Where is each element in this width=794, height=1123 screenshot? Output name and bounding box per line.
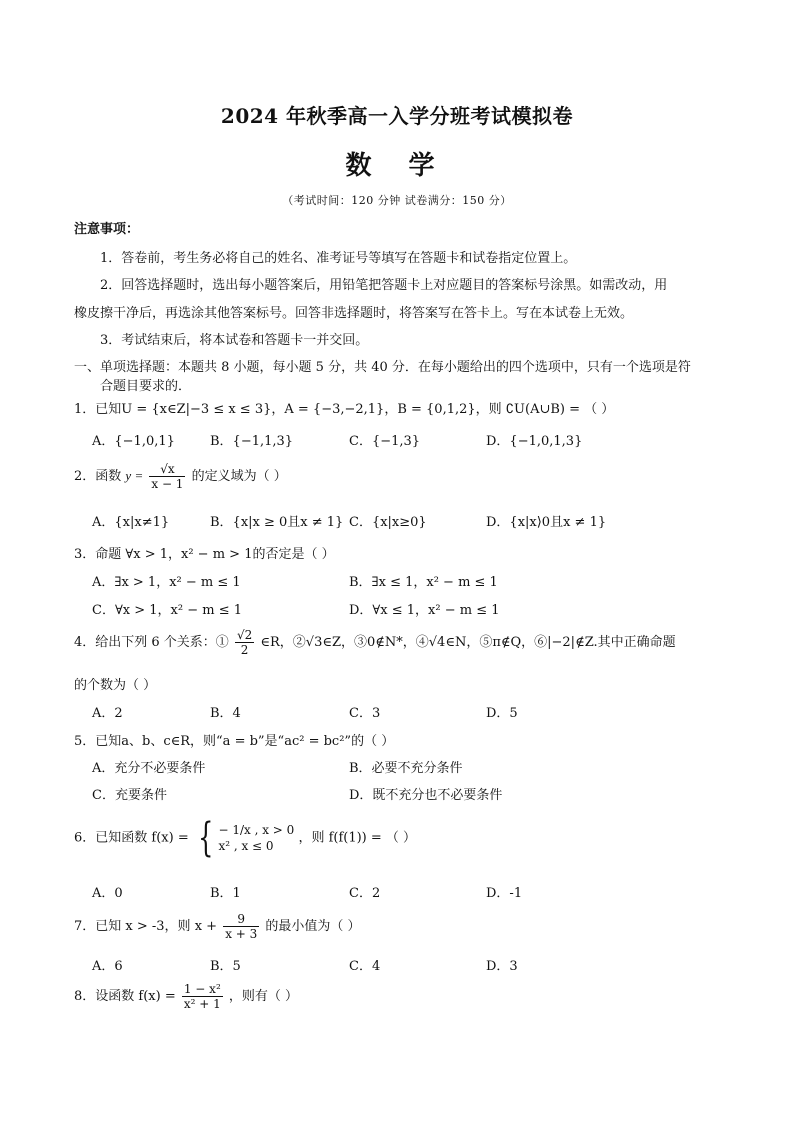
- question-7-option-d: D．3: [486, 959, 518, 974]
- notice-item-2: 2．回答选择题时，选出每小题答案后，用铅笔把答题卡上对应题目的答案标号涂黑。如需改动，用: [100, 278, 668, 293]
- question-6-option-c: C．2: [349, 886, 381, 901]
- question-1-option-a: A．{−1,0,1}: [92, 434, 175, 449]
- question-2-y: y =: [125, 468, 144, 483]
- question-7-option-c: C．4: [349, 959, 381, 974]
- question-4-option-d: D．5: [486, 706, 518, 721]
- question-7-stem-pre: 7．已知 x > -3，则 x +: [74, 919, 218, 934]
- question-5-option-b: B．必要不充分条件: [349, 761, 463, 776]
- question-6-option-b: B．1: [210, 886, 241, 901]
- question-7-stem-post: 的最小值为（ ）: [265, 919, 361, 934]
- section-heading-cont: 合题目要求的．: [100, 379, 192, 394]
- notice-item-1: 1．答卷前，考生务必将自己的姓名、准考证号等填写在答题卡和试卷指定位置上。: [100, 251, 577, 266]
- question-5-option-a: A．充分不必要条件: [92, 761, 206, 776]
- question-2-option-d: D．{x|x⟩0且x ≠ 1}: [486, 515, 607, 530]
- question-4-stem-cont: 的个数为（ ）: [74, 678, 157, 693]
- question-8-fraction: [182, 982, 223, 1011]
- question-6-case-1: − 1/x , x > 0: [218, 823, 295, 837]
- section-heading: 一、单项选择题：本题共 8 小题，每小题 5 分，共 40 分．在每小题给出的四个选项中，只有一个选项是符: [74, 360, 691, 375]
- question-6-piecewise: [218, 822, 294, 854]
- question-2-stem-pre: 2．函数: [74, 469, 122, 484]
- question-1-option-d: D．{−1,0,1,3}: [486, 434, 583, 449]
- question-7-denominator: x + 3: [225, 927, 258, 941]
- question-8-stem-pre: 8．设函数 f(x) =: [74, 989, 176, 1004]
- question-7-numerator: 9: [223, 912, 259, 927]
- question-6-case-2: x² , x ≤ 0: [218, 839, 274, 853]
- question-8-stem-post: ，则有（ ）: [228, 989, 299, 1004]
- question-5-option-c: C．充要条件: [92, 788, 167, 803]
- question-2-option-c: C．{x|x≥0}: [349, 515, 427, 530]
- question-1-option-c: C．{−1,3}: [349, 434, 421, 449]
- question-8-stem: [74, 982, 298, 1011]
- question-1-stem: 1．已知U = {x∈Z|−3 ≤ x ≤ 3}，A = {−3,−2,1}，B = {0,1,2}，则 ∁U(A∪B) = （ ）: [74, 402, 615, 417]
- question-3-option-d: D．∀x ≤ 1，x² − m ≤ 1: [349, 603, 500, 618]
- question-5-option-d: D．既不充分也不必要条件: [349, 788, 503, 803]
- question-7-stem: [74, 912, 361, 941]
- question-7-option-b: B．5: [210, 959, 241, 974]
- exam-title: 2024 年秋季高一入学分班考试模拟卷: [220, 104, 574, 128]
- question-6-stem-pre: 6．已知函数 f(x) =: [74, 830, 189, 846]
- question-7-option-a: A．6: [92, 959, 123, 974]
- question-4-option-a: A．2: [92, 706, 123, 721]
- notice-title: 注意事项：: [74, 222, 140, 237]
- question-2-stem: [74, 462, 287, 491]
- subject-title: 数 学: [345, 151, 449, 181]
- question-2-stem-post: 的定义域为（ ）: [191, 469, 287, 484]
- question-3-option-c: C．∀x > 1，x² − m ≤ 1: [92, 603, 243, 618]
- piecewise-brace: {: [197, 815, 214, 861]
- question-4-denominator: 2: [240, 643, 249, 657]
- question-6-stem: [74, 815, 417, 861]
- question-2-fraction: [149, 462, 185, 491]
- question-3-option-b: B．∃x ≤ 1，x² − m ≤ 1: [349, 575, 498, 590]
- question-4-fraction: [235, 628, 254, 657]
- question-2-option-b: B．{x|x ≥ 0且x ≠ 1}: [210, 515, 344, 530]
- question-3-option-a: A．∃x > 1，x² − m ≤ 1: [92, 575, 241, 590]
- question-6-option-a: A．0: [92, 886, 123, 901]
- question-8-denominator: x² + 1: [183, 997, 221, 1011]
- question-6-stem-post: ，则 f(f(1)) = （ ）: [298, 830, 417, 846]
- question-2-numerator: √x: [149, 462, 185, 477]
- question-4-stem-pre: 4．给出下列 6 个关系：①: [74, 635, 229, 650]
- question-7-fraction: [223, 912, 259, 941]
- notice-item-3: 3．考试结束后，将本试卷和答题卡一并交回。: [100, 333, 369, 348]
- question-2-denominator: x − 1: [151, 477, 184, 491]
- question-3-stem: 3．命题 ∀x > 1，x² − m > 1的否定是（ ）: [74, 547, 335, 562]
- question-4-stem: [74, 628, 676, 657]
- question-8-numerator: 1 − x²: [183, 982, 221, 996]
- question-4-option-c: C．3: [349, 706, 381, 721]
- question-6-option-d: D．-1: [486, 886, 523, 901]
- question-5-stem: 5．已知a、b、c∈R，则“a = b”是“ac² = bc²”的（ ）: [74, 734, 395, 749]
- notice-item-2-cont: 橡皮擦干净后，再选涂其他答案标号。回答非选择题时，将答案写在答卡上。写在本试卷上无效。: [74, 306, 634, 321]
- question-4-stem-post: ∈R，②√3∈Z，③0∉N*，④√4∈N，⑤π∉Q，⑥|−2|∉Z.其中正确命题: [260, 635, 676, 650]
- question-4-option-b: B．4: [210, 706, 241, 721]
- time-info: （考试时间：120 分钟 试卷满分：150 分）: [282, 194, 512, 207]
- question-4-numerator: √2: [236, 628, 253, 642]
- question-2-option-a: A．{x|x≠1}: [92, 515, 170, 530]
- question-1-option-b: B．{−1,1,3}: [210, 434, 294, 449]
